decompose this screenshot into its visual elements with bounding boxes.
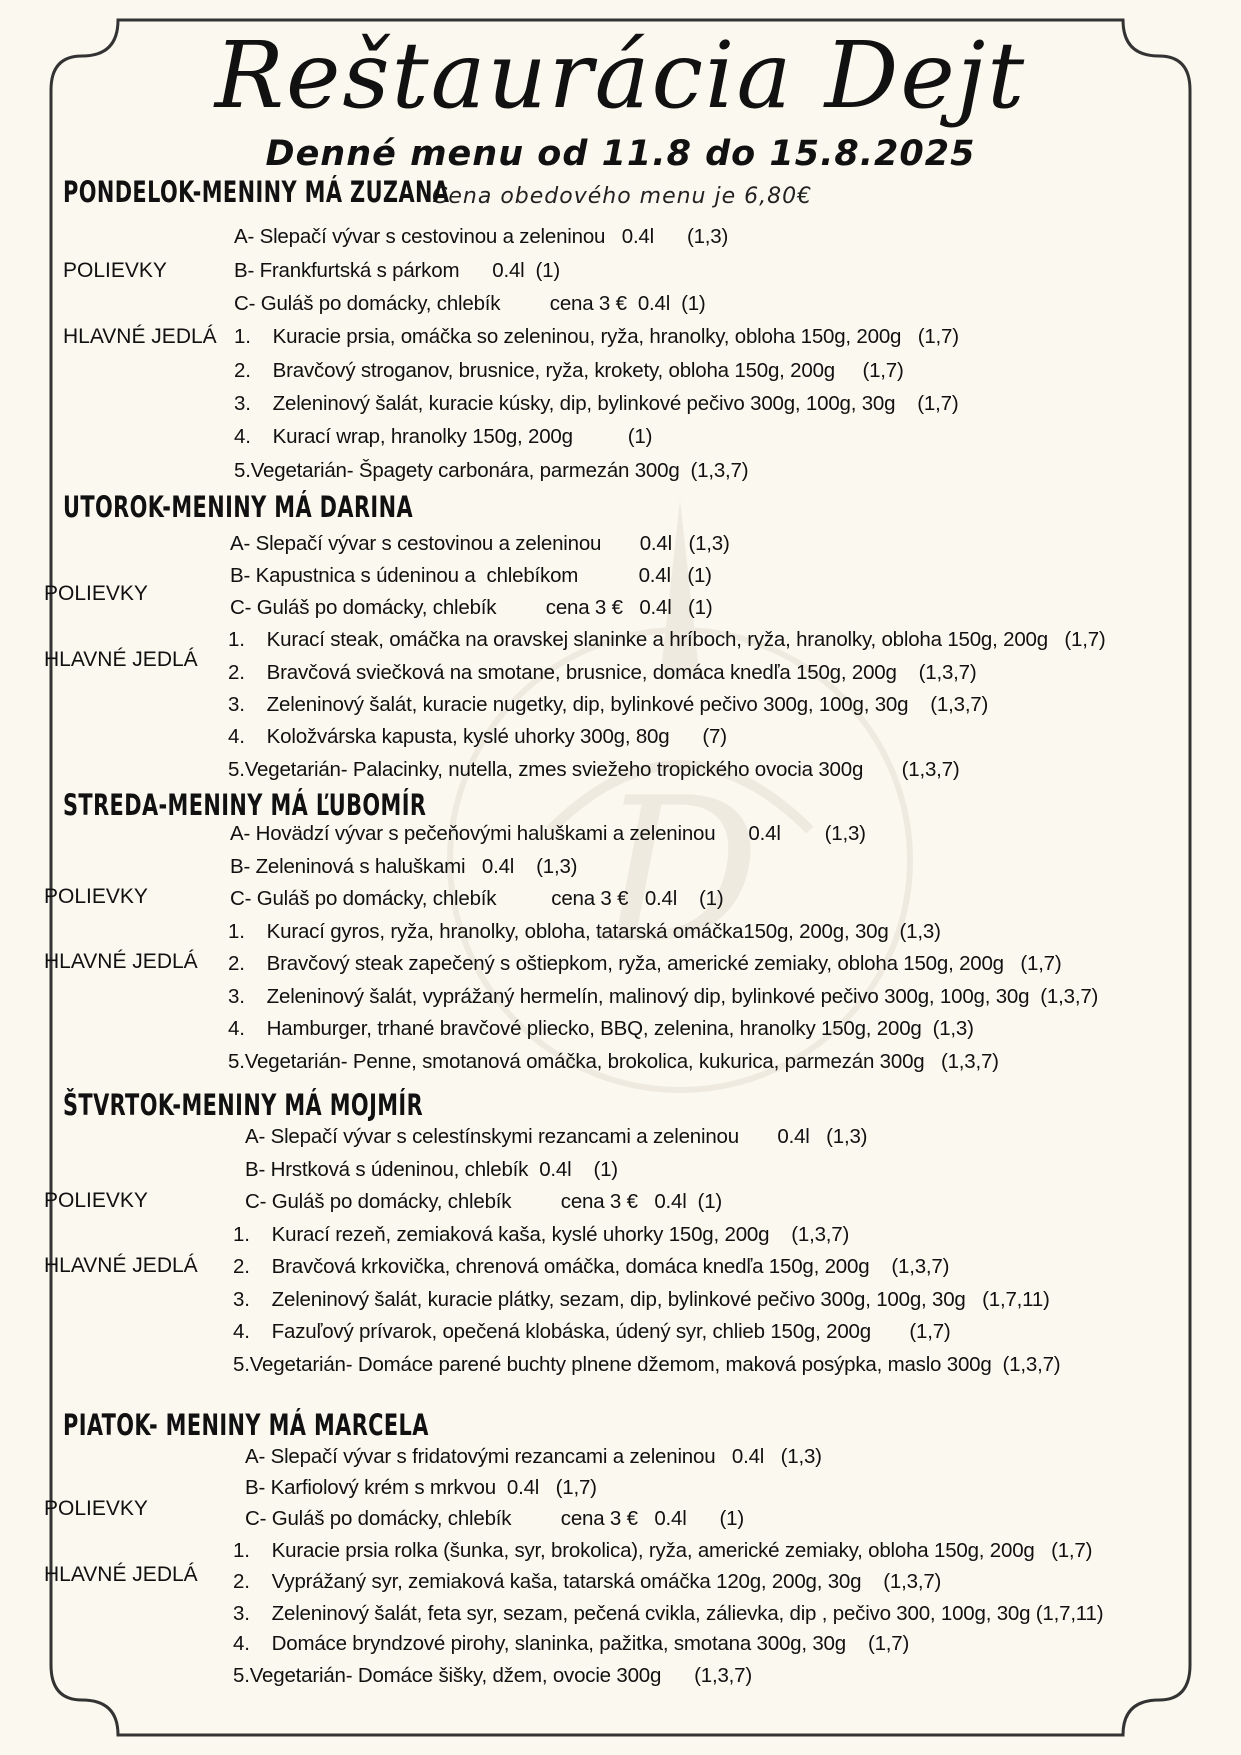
main-dish-item: 1. Kurací gyros, ryža, hranolky, obloha, tatarská omáčka150g, 200g, 30g (1,3) bbox=[228, 920, 941, 943]
day-heading: PONDELOK-MENINY MÁ ZUZANA bbox=[63, 175, 450, 209]
main-dishes-label: HLAVNÉ JEDLÁ bbox=[44, 648, 198, 671]
main-dishes-label: HLAVNÉ JEDLÁ bbox=[44, 1563, 198, 1586]
soup-item: A- Slepačí vývar s cestovinou a zeleninou 0.4l (1,3) bbox=[230, 532, 730, 555]
soups-label: POLIEVKY bbox=[44, 1497, 148, 1520]
main-dish-item: 1. Kuracie prsia rolka (šunka, syr, brokolica), ryža, americké zemiaky, obloha 150g, 200g (1,7) bbox=[233, 1539, 1093, 1562]
main-dish-item: 2. Bravčová krkovička, chrenová omáčka, domáca knedľa 150g, 200g (1,3,7) bbox=[233, 1255, 950, 1278]
main-dish-item: 3. Zeleninový šalát, vyprážaný hermelín, malinový dip, bylinkové pečivo 300g, 100g, 30g (1,3,7) bbox=[228, 985, 1099, 1008]
day-heading: STREDA-MENINY MÁ ĽUBOMÍR bbox=[63, 788, 427, 822]
day-heading: UTOROK-MENINY MÁ DARINA bbox=[63, 490, 414, 524]
main-dish-item: 3. Zeleninový šalát, kuracie plátky, sezam, dip, bylinkové pečivo 300g, 100g, 30g (1,7,11) bbox=[233, 1288, 1050, 1311]
main-dish-item: 1. Kurací rezeň, zemiaková kaša, kyslé uhorky 150g, 200g (1,3,7) bbox=[233, 1223, 850, 1246]
soup-item: A- Slepačí vývar s celestínskymi rezancami a zeleninou 0.4l (1,3) bbox=[245, 1125, 868, 1148]
soups-label: POLIEVKY bbox=[44, 885, 148, 908]
soups-label: POLIEVKY bbox=[44, 582, 148, 605]
main-dish-item: 2. Bravčový stroganov, brusnice, ryža, krokety, obloha 150g, 200g (1,7) bbox=[234, 359, 904, 382]
main-dish-item: 3. Zeleninový šalát, kuracie nugetky, dip, bylinkové pečivo 300g, 100g, 30g (1,3,7) bbox=[228, 693, 989, 716]
main-dish-item: 3. Zeleninový šalát, feta syr, sezam, pečená cvikla, zálievka, dip , pečivo 300, 100g, 30g (1,7,11) bbox=[233, 1602, 1104, 1625]
soup-item: B- Zeleninová s haluškami 0.4l (1,3) bbox=[230, 855, 578, 878]
soup-item: A- Slepačí vývar s fridatovými rezancami a zeleninou 0.4l (1,3) bbox=[245, 1445, 822, 1468]
restaurant-title: Reštaurácia Dejt bbox=[214, 22, 1027, 129]
menu-price-note: Cena obedového menu je 6,80€ bbox=[432, 184, 813, 209]
main-dishes-label: HLAVNÉ JEDLÁ bbox=[44, 950, 198, 973]
soup-item: C- Guláš po domácky, chlebík cena 3 € 0.4l (1) bbox=[245, 1190, 723, 1213]
menu-date-range: Denné menu od 11.8 do 15.8.2025 bbox=[265, 134, 976, 174]
main-dish-item: 3. Zeleninový šalát, kuracie kúsky, dip, bylinkové pečivo 300g, 100g, 30g (1,7) bbox=[234, 392, 959, 415]
main-dish-item: 1. Kuracie prsia, omáčka so zeleninou, ryža, hranolky, obloha 150g, 200g (1,7) bbox=[234, 325, 959, 348]
day-heading: PIATOK- MENINY MÁ MARCELA bbox=[63, 1408, 429, 1442]
main-dishes-label: HLAVNÉ JEDLÁ bbox=[44, 1254, 198, 1277]
main-dish-item: 2. Vyprážaný syr, zemiaková kaša, tatarská omáčka 120g, 200g, 30g (1,3,7) bbox=[233, 1570, 942, 1593]
main-dish-item: 2. Bravčový steak zapečený s oštiepkom, ryža, americké zemiaky, obloha 150g, 200g (1,7) bbox=[228, 952, 1062, 975]
day-heading: ŠTVRTOK-MENINY MÁ MOJMÍR bbox=[63, 1088, 424, 1122]
soup-item: B- Hrstková s údeninou, chlebík 0.4l (1) bbox=[245, 1158, 618, 1181]
main-dish-item: 4. Hamburger, trhané bravčové pliecko, BBQ, zelenina, hranolky 150g, 200g (1,3) bbox=[228, 1017, 974, 1040]
vegetarian-item: 5.Vegetarián- Penne, smotanová omáčka, brokolica, kukurica, parmezán 300g (1,3,7) bbox=[228, 1050, 999, 1073]
soups-label: POLIEVKY bbox=[63, 259, 167, 282]
soup-item: C- Guláš po domácky, chlebík cena 3 € 0.4l (1) bbox=[245, 1507, 744, 1530]
vegetarian-item: 5.Vegetarián- Domáce parené buchty plnene džemom, maková posýpka, maslo 300g (1,3,7) bbox=[233, 1353, 1061, 1376]
main-dish-item: 1. Kurací steak, omáčka na oravskej slaninke a hríboch, ryža, hranolky, obloha 150g, 200g (1,7) bbox=[228, 628, 1106, 651]
vegetarian-item: 5.Vegetarián- Domáce šišky, džem, ovocie 300g (1,3,7) bbox=[233, 1664, 752, 1687]
soup-item: B- Karfiolový krém s mrkvou 0.4l (1,7) bbox=[245, 1476, 597, 1499]
soup-item: C- Guláš po domácky, chlebík cena 3 € 0.4l (1) bbox=[230, 596, 713, 619]
vegetarian-item: 5.Vegetarián- Špagety carbonára, parmezán 300g (1,3,7) bbox=[234, 459, 749, 482]
main-dish-item: 4. Fazuľový prívarok, opečená klobáska, údený syr, chlieb 150g, 200g (1,7) bbox=[233, 1320, 951, 1343]
soup-item: A- Hovädzí vývar s pečeňovými haluškami a zeleninou 0.4l (1,3) bbox=[230, 822, 866, 845]
soups-label: POLIEVKY bbox=[44, 1189, 148, 1212]
vegetarian-item: 5.Vegetarián- Palacinky, nutella, zmes sviežeho tropického ovocia 300g (1,3,7) bbox=[228, 758, 960, 781]
soup-item: B- Frankfurtská s párkom 0.4l (1) bbox=[234, 259, 560, 282]
main-dish-item: 4. Kurací wrap, hranolky 150g, 200g (1) bbox=[234, 425, 653, 448]
svg-text:D: D bbox=[599, 755, 761, 988]
main-dish-item: 4. Koložvárska kapusta, kyslé uhorky 300g, 80g (7) bbox=[228, 725, 727, 748]
soup-item: C- Guláš po domácky, chlebík cena 3 € 0.4l (1) bbox=[234, 292, 706, 315]
soup-item: A- Slepačí vývar s cestovinou a zeleninou 0.4l (1,3) bbox=[234, 225, 729, 248]
main-dishes-label: HLAVNÉ JEDLÁ bbox=[63, 325, 217, 348]
main-dish-item: 4. Domáce bryndzové pirohy, slaninka, pažitka, smotana 300g, 30g (1,7) bbox=[233, 1632, 910, 1655]
soup-item: B- Kapustnica s údeninou a chlebíkom 0.4l (1) bbox=[230, 564, 712, 587]
main-dish-item: 2. Bravčová sviečková na smotane, brusnice, domáca knedľa 150g, 200g (1,3,7) bbox=[228, 661, 977, 684]
soup-item: C- Guláš po domácky, chlebík cena 3 € 0.4l (1) bbox=[230, 887, 724, 910]
